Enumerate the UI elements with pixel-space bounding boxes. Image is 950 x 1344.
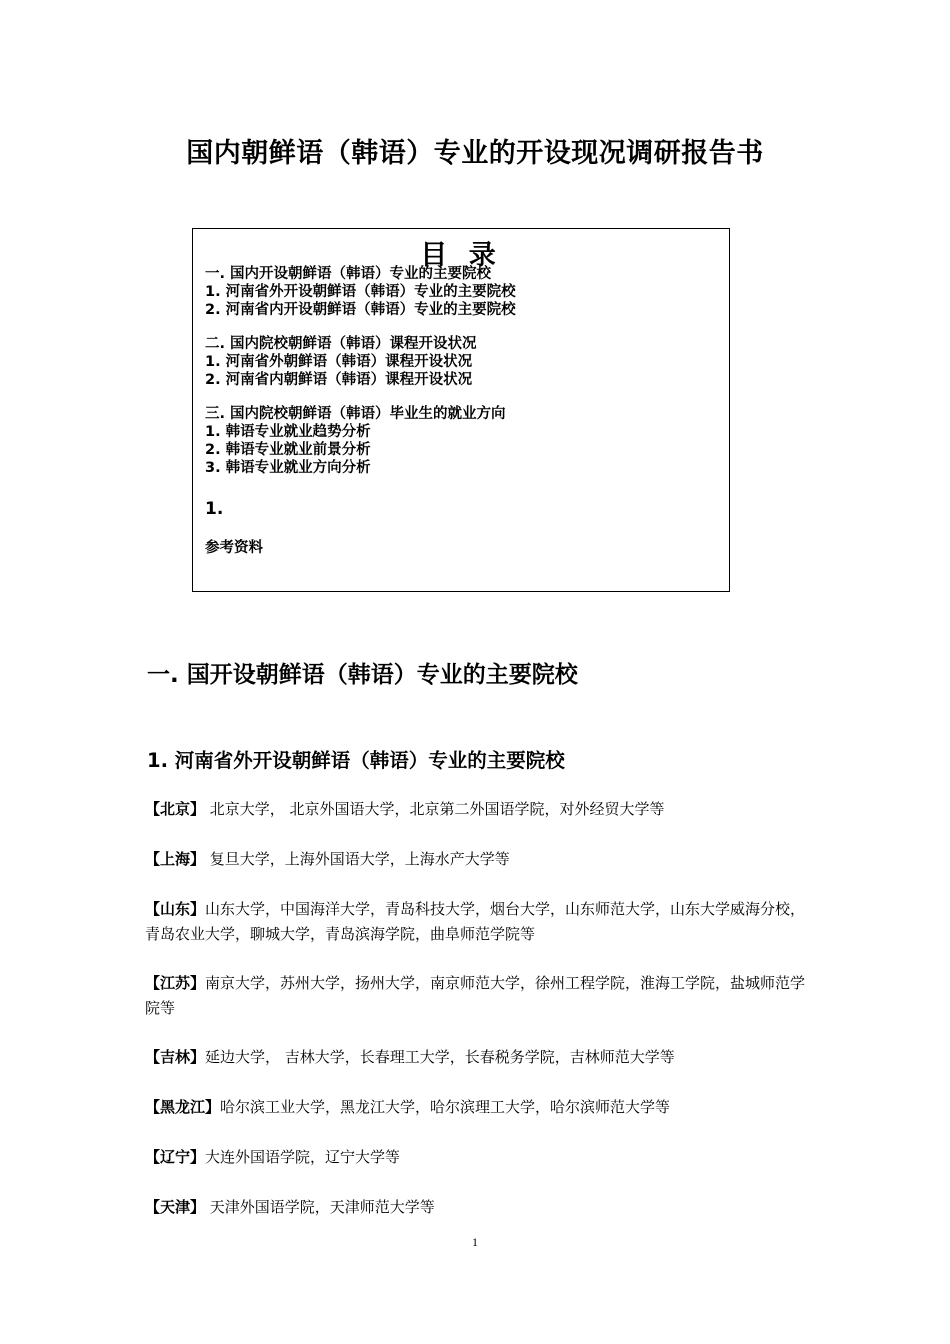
- region-text: 延边大学， 吉林大学，长春理工大学，长春税务学院，吉林师范大学等: [205, 1048, 675, 1066]
- toc-item-section-1: 一. 国内开设朝鲜语（韩语）专业的主要院校: [205, 266, 492, 282]
- table-of-contents: [192, 228, 730, 592]
- toc-item-2-2: 2. 河南省内朝鲜语（韩语）课程开设状况: [205, 372, 473, 388]
- document-title: 国内朝鲜语（韩语）专业的开设现况调研报告书: [186, 138, 764, 169]
- region-label: 【吉林】: [145, 1048, 206, 1066]
- toc-item-2-1: 1. 河南省外朝鲜语（韩语）课程开设状况: [205, 354, 473, 370]
- region-shanghai: [145, 847, 810, 872]
- region-label: 【黑龙江】: [145, 1098, 221, 1116]
- toc-extra-number: 1.: [205, 499, 224, 519]
- toc-references: 参考资料: [205, 540, 263, 556]
- region-text: 天津外国语学院，天津师范大学等: [205, 1198, 435, 1216]
- region-label: 【山东】: [145, 900, 206, 918]
- region-text: 大连外国语学院，辽宁大学等: [205, 1148, 401, 1166]
- region-heilongjiang: [145, 1095, 810, 1120]
- region-label: 【天津】: [145, 1198, 206, 1216]
- section-heading: 一. 国开设朝鲜语（韩语）专业的主要院校: [147, 662, 578, 688]
- region-beijing: [145, 797, 810, 822]
- region-jilin: [145, 1045, 810, 1070]
- toc-item-3-3: 3. 韩语专业就业方向分析: [205, 460, 371, 476]
- region-text: 北京大学， 北京外国语大学，北京第二外国语学院，对外经贸大学等: [205, 800, 665, 818]
- toc-item-section-2: 二. 国内院校朝鲜语（韩语）课程开设状况: [205, 336, 477, 352]
- toc-item-section-3: 三. 国内院校朝鲜语（韩语）毕业生的就业方向: [205, 406, 506, 422]
- region-text: 山东大学，中国海洋大学，青岛科技大学，烟台大学，山东师范大学，山东大学威海分校，青岛农业大学，聊城大学，青岛滨海学院，曲阜师范学院等: [145, 900, 806, 943]
- toc-heading: 目 录: [420, 240, 502, 271]
- region-text: 南京大学，苏州大学，扬州大学，南京师范大学，徐州工程学院，淮海工学院，盐城师范学院等: [145, 974, 806, 1017]
- toc-item-1-1: 1. 河南省外开设朝鲜语（韩语）专业的主要院校: [205, 284, 516, 300]
- subsection-heading: 1. 河南省外开设朝鲜语（韩语）专业的主要院校: [147, 749, 565, 772]
- toc-item-1-2: 2. 河南省内开设朝鲜语（韩语）专业的主要院校: [205, 302, 516, 318]
- region-label: 【北京】: [145, 800, 206, 818]
- region-text: 复旦大学，上海外国语大学，上海水产大学等: [205, 850, 510, 868]
- region-liaoning: [145, 1145, 810, 1170]
- region-jiangsu: [145, 971, 810, 1021]
- region-label: 【江苏】: [145, 974, 206, 992]
- region-label: 【上海】: [145, 850, 206, 868]
- region-text: 哈尔滨工业大学，黑龙江大学，哈尔滨理工大学，哈尔滨师范大学等: [220, 1098, 671, 1116]
- region-label: 【辽宁】: [145, 1148, 206, 1166]
- toc-item-3-2: 2. 韩语专业就业前景分析: [205, 442, 371, 458]
- region-tianjin: [145, 1195, 810, 1220]
- region-shandong: [145, 897, 810, 947]
- toc-item-3-1: 1. 韩语专业就业趋势分析: [205, 424, 371, 440]
- page-number: 1: [472, 1235, 478, 1249]
